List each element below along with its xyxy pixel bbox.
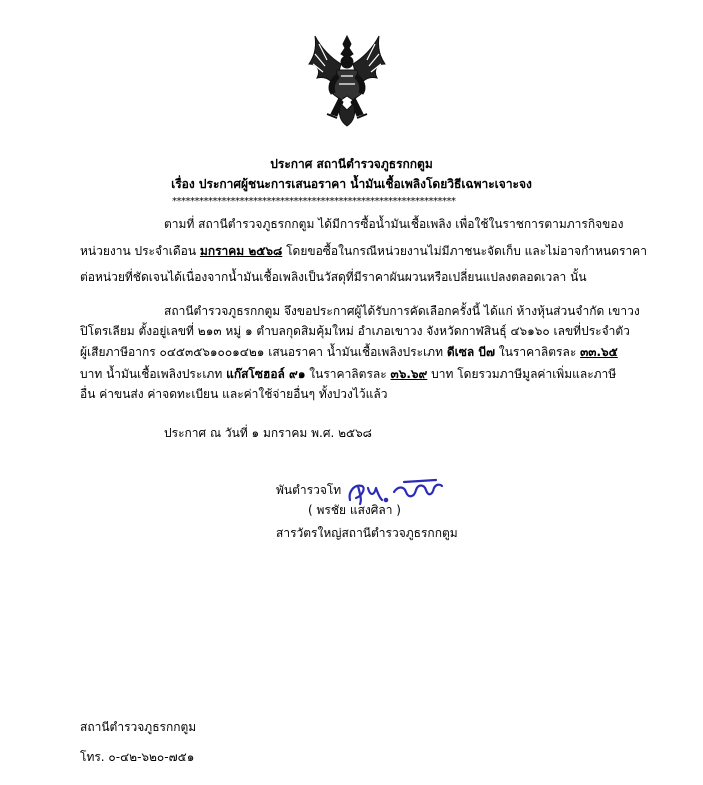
paragraph-2-line-1: สถานีตำรวจภูธรกกตูม จึงขอประกาศผู้ได้รับการคัดเลือกครั้งนี้ ได้แก่ ห้างหุ้นส่วนจำกัด เขาวง <box>164 304 640 318</box>
paragraph-2-line-4-rest: บาท โดยรวมภาษีมูลค่าเพิ่มและภาษี <box>431 367 617 381</box>
paragraph-2-line-5: อื่น ค่าขนส่ง ค่าจดทะเบียน และค่าใช้จ่ายอื่นๆ ทั้งปวงไว้แล้ว <box>80 387 388 401</box>
garuda-emblem-icon <box>307 34 387 128</box>
paragraph-2-line-4-price-label: ในราคาลิตรละ <box>309 367 387 381</box>
announcement-date: ประกาศ ณ วันที่ ๑ มกราคม พ.ศ. ๒๕๖๘ <box>164 426 372 440</box>
diesel-price: ๓๓.๖๕ <box>580 345 618 359</box>
paragraph-1-line-2-rest: โดยขอซื้อในกรณีหน่วยงานไม่มีภาชนะจัดเก็บ และไม่อาจกำหนดราคา <box>286 244 647 258</box>
paragraph-2-line-2: ปิโตรเลียม ตั้งอยู่เลขที่ ๒๑๓ หมู่ ๑ ตำบลกุดสิมคุ้มใหม่ อำเภอเขาวง จังหวัดกาฬสินธุ์ ๔๖๑๖๐ เลขที่ประจำตัว <box>80 324 630 338</box>
billing-month: มกราคม ๒๕๖๘ <box>199 244 283 258</box>
title-divider: *************************************************************** <box>172 196 456 207</box>
paragraph-1-line-1: ตามที่ สถานีตำรวจภูธรกกตูม ได้มีการซื้อน้ำมันเชื้อเพลิง เพื่อใช้ในราชการตามภารกิจของ <box>164 217 624 231</box>
fuel-type-gasohol: แก๊สโซฮอล์ ๙๑ <box>226 367 306 381</box>
footer-office: สถานีตำรวจภูธรกกตูม <box>80 720 197 734</box>
document-title: ประกาศ สถานีตำรวจภูธรกกตูม <box>270 157 433 171</box>
paragraph-1-line-3: ต่อหน่วยที่ชัดเจนได้เนื่องจากน้ำมันเชื้อเพลิงเป็นวัสดุที่มีราคาผันผวนหรือเปลี่ยนแปลงตลอดเวลา นั้น <box>80 270 587 284</box>
fuel-type-diesel: ดีเซล บี๗ <box>446 345 496 359</box>
signer-name: ( พรชัย แสงศิลา ) <box>308 503 401 517</box>
paragraph-2-line-3 <box>80 344 618 360</box>
paragraph-2-line-4 <box>80 366 616 382</box>
footer-phone: โทร. ๐-๔๒-๖๒๐-๗๕๑ <box>80 750 195 764</box>
paragraph-1-line-2 <box>80 243 647 259</box>
paragraph-2-line-4-text: บาท น้ำมันเชื้อเพลิงประเภท <box>80 367 223 381</box>
paragraph-2-line-3-price-label: ในราคาลิตรละ <box>498 345 577 359</box>
signer-position: สารวัตรใหญ่สถานีตำรวจภูธรกกตูม <box>276 526 458 540</box>
paragraph-2-line-3-text: ผู้เสียภาษีอากร ๐๔๕๓๕๖๑๐๐๑๔๒๑ เสนอราคา น้ำมันเชื้อเพลิงประเภท <box>80 345 443 359</box>
signer-rank: พันตำรวจโท <box>276 483 342 497</box>
paragraph-1-line-2-text: หน่วยงาน ประจำเดือน <box>80 244 197 258</box>
document-subject: เรื่อง ประกาศผู้ชนะการเสนอราคา น้ำมันเชื้อเพลิงโดยวิธีเฉพาะเจาะจง <box>171 177 532 191</box>
gasohol-price: ๓๖.๖๙ <box>390 367 428 381</box>
